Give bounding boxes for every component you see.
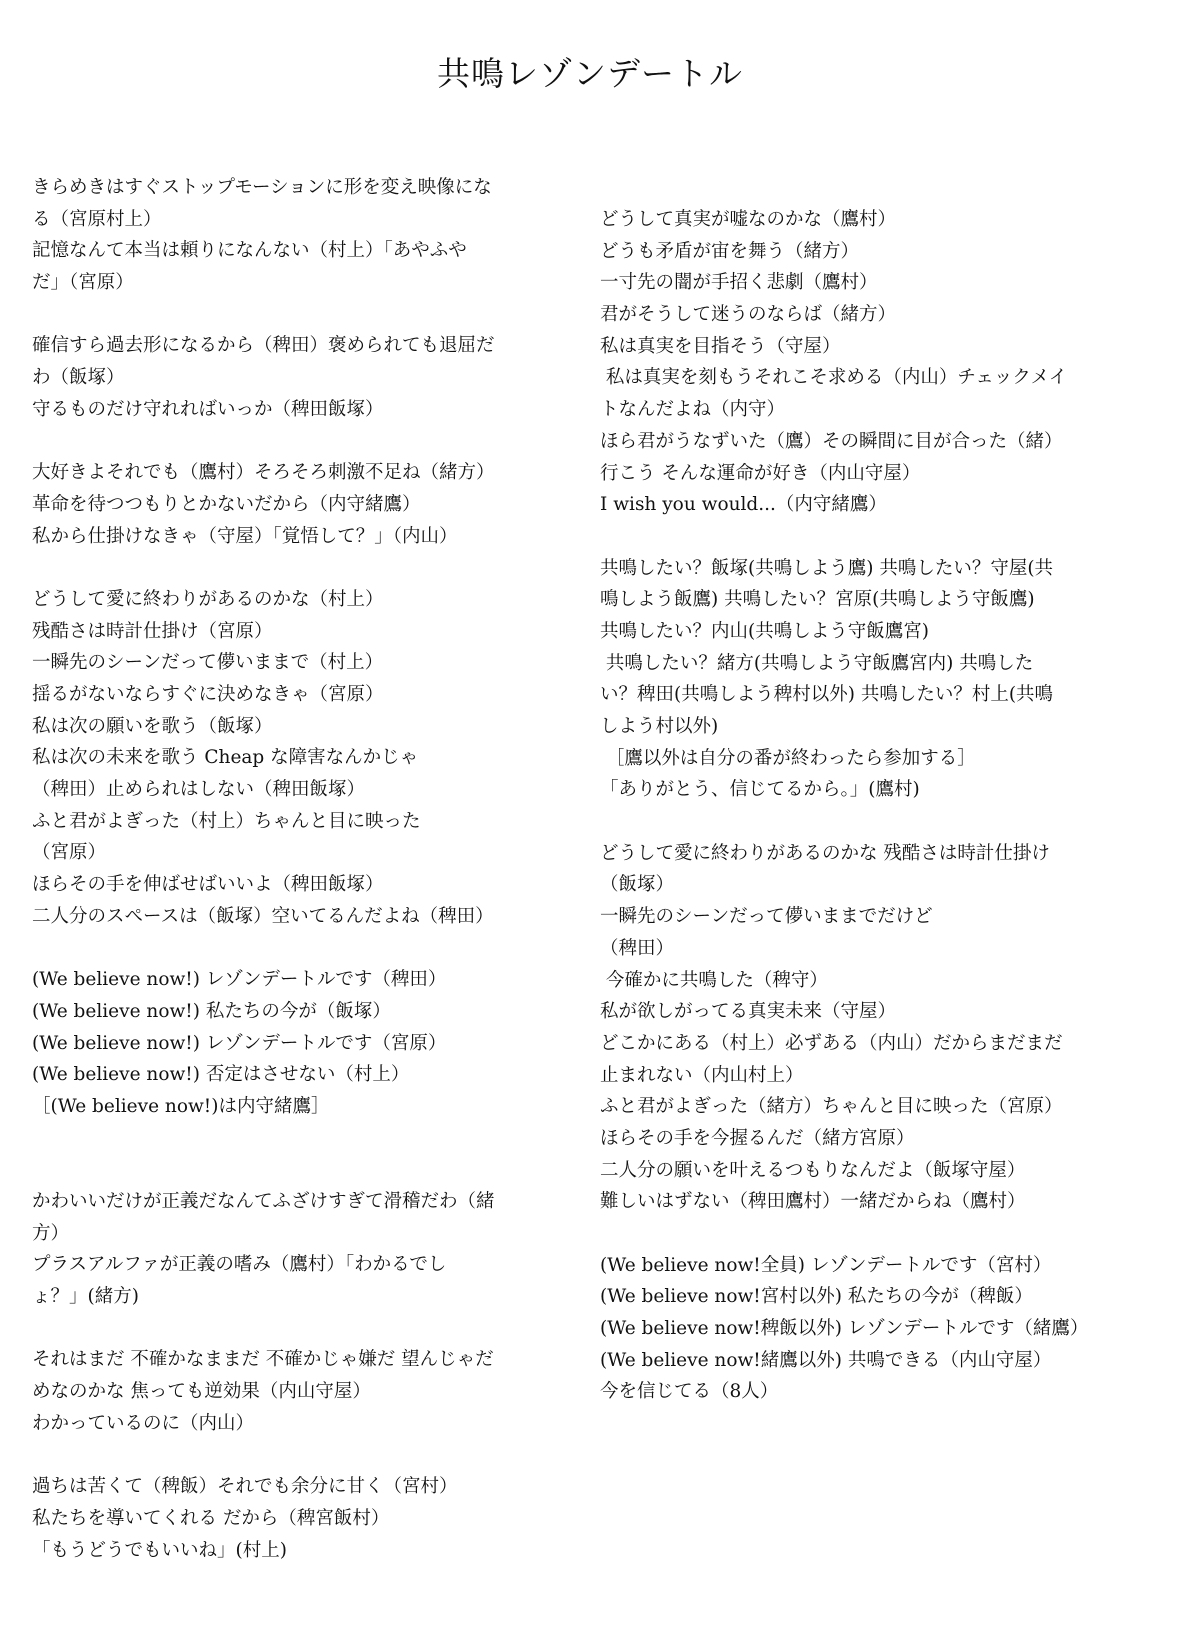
lyric-line: 揺るがないならすぐに決めなきゃ（宮原） xyxy=(32,684,384,705)
page-title: 共鳴レゾンデートル xyxy=(437,54,743,93)
lyric-line: (We believe now!全員) レゾンデートルです（宮村） xyxy=(600,1254,1052,1276)
lyric-line: ほらその手を今握るんだ（緒方宮原） xyxy=(600,1127,915,1149)
lyric-line: 共鳴したい？内山(共鳴しよう守飯鷹宮) xyxy=(600,620,929,642)
lyric-line: (We believe now!) レゾンデートルです（宮原） xyxy=(32,1032,447,1054)
lyric-line: きらめきはすぐストップモーションに形を変え映像にな xyxy=(32,177,492,198)
lyric-line: 私は真実を目指そう（守屋） xyxy=(600,335,841,357)
blank-line xyxy=(600,1218,1160,1250)
lyric-line: 今を信じてる（8人） xyxy=(600,1381,779,1403)
lyric-line: 一瞬先のシーンだって儚いままでだけど xyxy=(600,906,933,928)
blank-line xyxy=(32,1123,572,1155)
lyric-line: 残酷さは時計仕掛け（宮原） xyxy=(32,620,273,642)
lyric-line: 一寸先の闇が手招く悲劇（鷹村） xyxy=(600,272,878,294)
lyric-line: かわいいだけが正義だなんてふざけすぎて滑稽だわ（緒 xyxy=(32,1191,495,1212)
lyric-line: (We believe now!) レゾンデートルです（稗田） xyxy=(32,969,447,991)
lyric-line: 「ありがとう、信じてるから。」(鷹村) xyxy=(600,779,920,801)
lyric-line: わ（飯塚） xyxy=(32,367,125,389)
lyric-line: 方） xyxy=(32,1222,70,1244)
lyric-line: 記憶なんて本当は頼りになんない（村上）「あやふや xyxy=(32,240,467,262)
lyric-line: どうして真実が嘘なのかな（鷹村） xyxy=(600,209,897,230)
blank-line xyxy=(600,521,1160,553)
lyric-line: （稗田） xyxy=(600,937,675,959)
lyric-line: 大好きよそれでも（鷹村）そろそろ刺激不足ね（緒方） xyxy=(32,462,495,484)
lyric-line: 一瞬先のシーンだって儚いままで（村上） xyxy=(32,652,384,674)
lyric-line: ［鷹以外は自分の番が終わったら参加する］ xyxy=(600,747,976,769)
lyric-line: 共鳴したい？緒方(共鳴しよう守飯鷹宮内) 共鳴した xyxy=(600,652,1034,674)
lyric-line: （稗田）止められはしない（稗田飯塚） xyxy=(32,779,366,801)
lyric-line: (We believe now!) 否定はさせない（村上） xyxy=(32,1064,410,1086)
blank-line xyxy=(32,1440,572,1472)
lyric-line: I wish you would...（内守緒鷹） xyxy=(600,494,887,516)
lyric-line: 革命を待つつもりとかないだから（内守緒鷹） xyxy=(32,493,421,515)
lyric-line: どうして愛に終わりがあるのかな（村上） xyxy=(32,588,384,610)
lyric-line: (We believe now!宮村以外) 私たちの今が（稗飯） xyxy=(600,1286,1033,1308)
lyric-line: 私から仕掛けなきゃ（守屋）「覚悟して？」（内山） xyxy=(32,525,458,547)
lyric-line: ふと君がよぎった（村上）ちゃんと目に映った xyxy=(32,810,421,832)
lyric-line: 鳴しよう飯鷹) 共鳴したい？宮原(共鳴しよう守飯鷹) xyxy=(600,589,1035,611)
lyric-line: 止まれない（内山村上） xyxy=(600,1064,804,1086)
lyric-line: それはまだ 不確かなままだ 不確かじゃ嫌だ 望んじゃだ xyxy=(32,1349,494,1371)
lyric-line: どこかにある（村上）必ずある（内山）だからまだまだ xyxy=(600,1032,1063,1054)
lyric-line: 「もうどうでもいいね」(村上) xyxy=(32,1539,287,1561)
lyric-line: 二人分のスペースは（飯塚）空いてるんだよね（稗田） xyxy=(32,905,494,927)
lyric-line: (We believe now!稗飯以外) レゾンデートルです（緒鷹） xyxy=(600,1318,1089,1340)
lyric-line: ほらその手を伸ばせばいいよ（稗田飯塚） xyxy=(32,874,384,896)
lyric-line: （宮原） xyxy=(32,842,107,864)
lyric-line: 二人分の願いを叶えるつもりなんだよ（飯塚守屋） xyxy=(600,1159,1026,1181)
lyric-line: ほら君がうなずいた（鷹）その瞬間に目が合った（緒） xyxy=(600,430,1063,452)
lyric-line: 行こう そんな運命が好き（内山守屋） xyxy=(600,462,921,484)
blank-line xyxy=(32,552,572,584)
lyric-line: る（宮原村上） xyxy=(32,208,162,230)
blank-line xyxy=(32,1313,572,1345)
lyric-line: 私たちを導いてくれる だから（稗宮飯村） xyxy=(32,1507,390,1529)
lyric-line: (We believe now!緒鷹以外) 共鳴できる（内山守屋） xyxy=(600,1349,1052,1371)
lyric-line: 守るものだけ守れればいっか（稗田飯塚） xyxy=(32,398,384,420)
blank-line xyxy=(32,933,572,965)
lyric-line: めなのかな 焦っても逆効果（内山守屋） xyxy=(32,1381,371,1403)
lyric-line: 確信すら過去形になるから（稗田）褒められても退屈だ xyxy=(32,335,495,357)
lyrics-left-column xyxy=(32,172,572,1566)
lyric-line: 私は真実を刻もうそれこそ求める（内山）チェックメイ xyxy=(600,367,1068,389)
lyric-line: どうも矛盾が宙を舞う（緒方） xyxy=(600,240,860,262)
lyric-line: 君がそうして迷うのならば（緒方） xyxy=(600,304,897,326)
lyric-line: 過ちは苦くて（稗飯）それでも余分に甘く（宮村） xyxy=(32,1476,458,1498)
lyric-line: トなんだよね（内守） xyxy=(600,399,786,421)
lyric-line: しよう村以外) xyxy=(600,716,719,737)
lyric-line: 私は次の未来を歌う Cheap な障害なんかじゃ xyxy=(32,747,419,769)
blank-line xyxy=(32,1154,572,1186)
lyric-line: 共鳴したい？飯塚(共鳴しよう鷹) 共鳴したい？守屋(共 xyxy=(600,557,1054,579)
lyric-line: (We believe now!) 私たちの今が（飯塚） xyxy=(32,1000,391,1022)
lyric-line: ふと君がよぎった（緒方）ちゃんと目に映った（宮原） xyxy=(600,1096,1063,1118)
lyric-line: わかっているのに（内山） xyxy=(32,1412,255,1434)
lyric-line: ［(We believe now!)は内守緒鷹］ xyxy=(32,1095,330,1117)
lyric-line: どうして愛に終わりがあるのかな 残酷さは時計仕掛け xyxy=(600,842,1050,864)
blank-line xyxy=(32,426,572,458)
lyric-line: ょ？」(緒方) xyxy=(32,1286,139,1308)
lyric-line: 難しいはずない（稗田鷹村）一緒だからね（鷹村） xyxy=(600,1191,1026,1213)
lyric-line: プラスアルファが正義の嗜み（鷹村）「わかるでし xyxy=(32,1254,447,1276)
lyric-line: い？稗田(共鳴しよう稗村以外) 共鳴したい？村上(共鳴 xyxy=(600,684,1054,706)
blank-line xyxy=(32,299,572,331)
lyric-line: 今確かに共鳴した（稗守） xyxy=(600,969,828,991)
lyric-line: （飯塚） xyxy=(600,874,675,896)
lyrics-right-column xyxy=(600,204,1160,1408)
lyric-line: 私は次の願いを歌う（飯塚） xyxy=(32,715,273,737)
blank-line xyxy=(600,806,1160,838)
lyric-line: だ」（宮原） xyxy=(32,272,134,294)
lyric-line: 私が欲しがってる真実未来（守屋） xyxy=(600,1001,897,1023)
